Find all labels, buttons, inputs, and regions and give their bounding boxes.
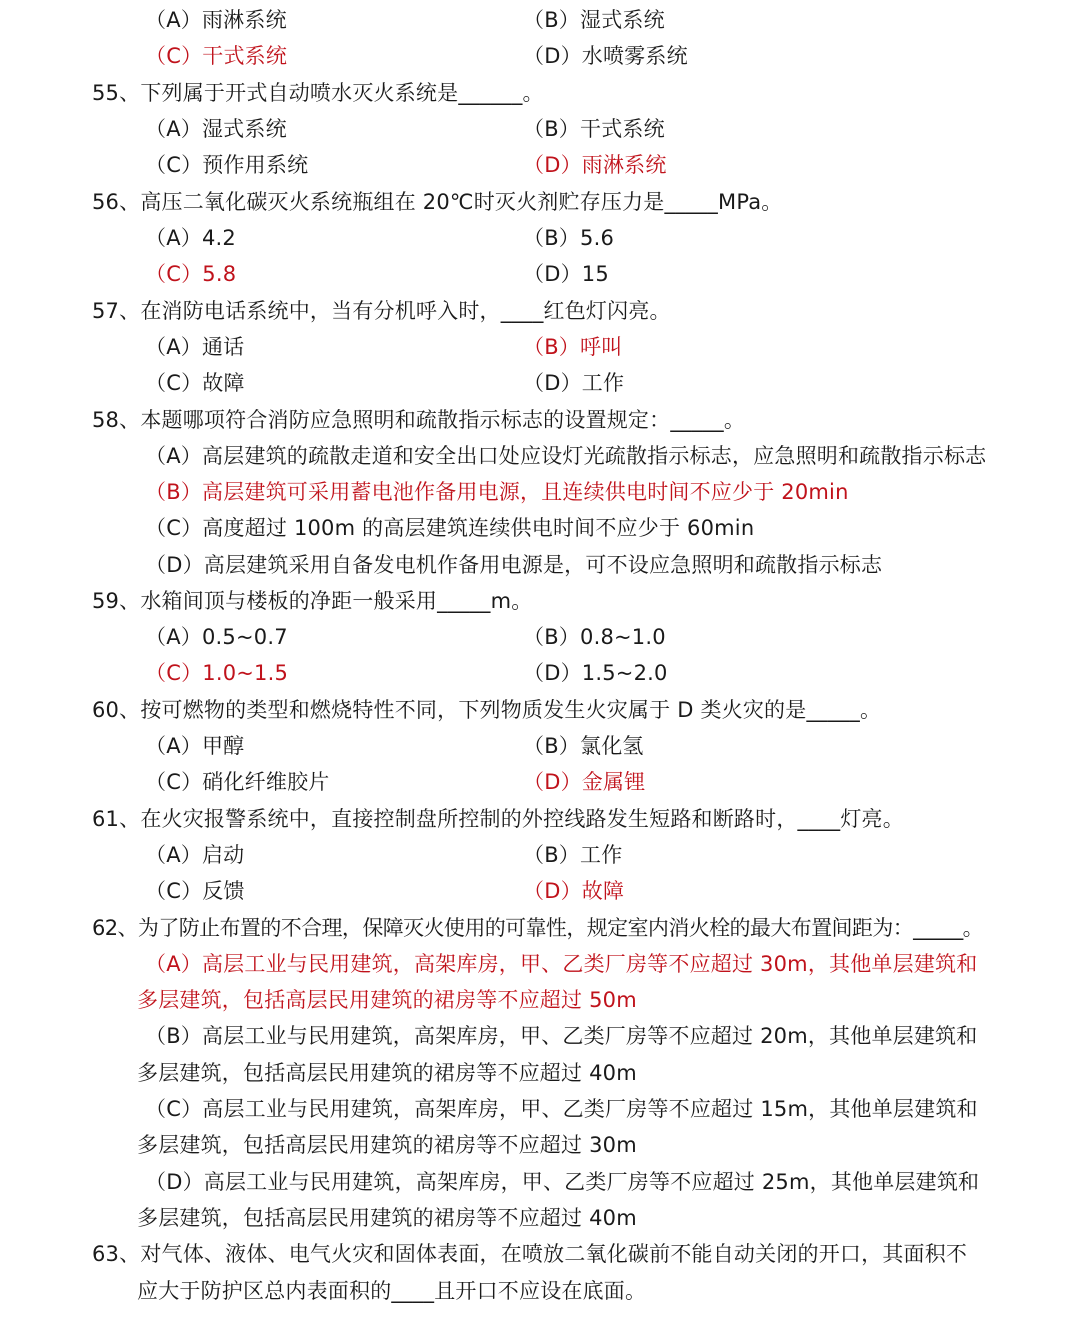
option-c: （C）预作用系统 <box>145 153 309 177</box>
option-b-answer: （B）呼叫 <box>523 335 623 359</box>
option-d: （D）水喷雾系统 <box>523 44 688 68</box>
question-63-continued: 应大于防护区总内表面积的____且开口不应设在底面。 <box>137 1279 647 1303</box>
option-d: （D）15 <box>523 262 609 286</box>
option-a-answer: （A）高层工业与民用建筑，高架库房，甲、乙类厂房等不应超过 30m，其他单层建筑和 <box>145 952 978 976</box>
option-c: （C）高度超过 100m 的高层建筑连续供电时间不应少于 60min <box>145 516 755 540</box>
option-b: （B）0.8~1.0 <box>523 625 666 649</box>
question-61: 61、在火灾报警系统中，直接控制盘所控制的外控线路发生短路和断路时，____灯亮。 <box>92 807 904 831</box>
question-55: 55、下列属于开式自动喷水灭火系统是______。 <box>92 81 544 105</box>
option-b-continued: 多层建筑，包括高层民用建筑的裙房等不应超过 40m <box>137 1061 637 1085</box>
option-b: （B）干式系统 <box>523 117 665 141</box>
option-c-answer: （C）干式系统 <box>145 44 288 68</box>
option-c: （C）高层工业与民用建筑，高架库房，甲、乙类厂房等不应超过 15m，其他单层建筑和 <box>145 1097 978 1121</box>
option-a: （A）湿式系统 <box>145 117 287 141</box>
option-c-answer: （C）1.0~1.5 <box>145 661 289 685</box>
option-b: （B）氯化氢 <box>523 734 644 758</box>
question-58: 58、本题哪项符合消防应急照明和疏散指示标志的设置规定：_____。 <box>92 408 746 432</box>
option-a: （A）4.2 <box>145 226 236 250</box>
option-b: （B）高层工业与民用建筑，高架库房，甲、乙类厂房等不应超过 20m，其他单层建筑和 <box>145 1024 978 1048</box>
question-57: 57、在消防电话系统中，当有分机呼入时，____红色灯闪亮。 <box>92 299 671 323</box>
option-d: （D）工作 <box>523 371 625 395</box>
option-a: （A）启动 <box>145 843 245 867</box>
option-a: （A）甲醇 <box>145 734 245 758</box>
option-a: （A）通话 <box>145 335 245 359</box>
option-d: （D）高层建筑采用自备发电机作备用电源是，可不设应急照明和疏散指示标志 <box>145 553 883 577</box>
option-b: （B）5.6 <box>523 226 615 250</box>
option-c: （C）硝化纤维胶片 <box>145 770 330 794</box>
option-a: （A）雨淋系统 <box>145 8 287 32</box>
option-c: （C）反馈 <box>145 879 245 903</box>
option-d-answer: （D）故障 <box>523 879 625 903</box>
option-c: （C）故障 <box>145 371 245 395</box>
question-56: 56、高压二氧化碳灭火系统瓶组在 20℃时灭火剂贮存压力是_____MPa。 <box>92 190 783 214</box>
option-a: （A）0.5~0.7 <box>145 625 288 649</box>
option-d: （D）1.5~2.0 <box>523 661 668 685</box>
option-c-continued: 多层建筑，包括高层民用建筑的裙房等不应超过 30m <box>137 1133 637 1157</box>
question-60: 60、按可燃物的类型和燃烧特性不同，下列物质发生火灾属于 D 类火灾的是_____。 <box>92 698 882 722</box>
option-b-answer: （B）高层建筑可采用蓄电池作备用电源，且连续供电时间不应少于 20min <box>145 480 849 504</box>
question-59: 59、水箱间顶与楼板的净距一般采用_____m。 <box>92 589 533 613</box>
option-b: （B）工作 <box>523 843 623 867</box>
question-63: 63、对气体、液体、电气火灾和固体表面，在喷放二氧化碳前不能自动关闭的开口，其面积不 <box>92 1242 968 1266</box>
option-d-continued: 多层建筑，包括高层民用建筑的裙房等不应超过 40m <box>137 1206 637 1230</box>
option-c-answer: （C）5.8 <box>145 262 237 286</box>
question-62: 62、为了防止布置的不合理，保障灭火使用的可靠性，规定室内消火栓的最大布置间距为：_____。 <box>92 916 984 940</box>
option-a: （A）高层建筑的疏散走道和安全出口处应设灯光疏散指示标志，应急照明和疏散指示标志 <box>145 444 987 468</box>
option-a-answer-continued: 多层建筑，包括高层民用建筑的裙房等不应超过 50m <box>137 988 637 1012</box>
option-d-answer: （D）金属锂 <box>523 770 646 794</box>
option-d: （D）高层工业与民用建筑，高架库房，甲、乙类厂房等不应超过 25m，其他单层建筑和 <box>145 1170 980 1194</box>
option-d-answer: （D）雨淋系统 <box>523 153 667 177</box>
option-b: （B）湿式系统 <box>523 8 665 32</box>
